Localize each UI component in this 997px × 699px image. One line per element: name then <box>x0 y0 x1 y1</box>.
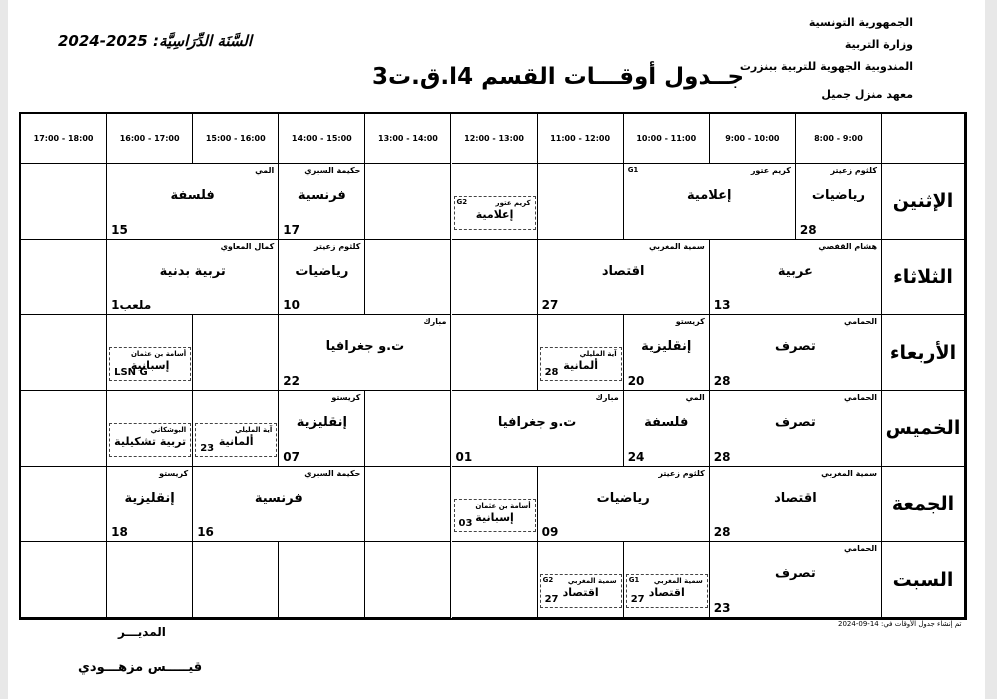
class-entry <box>279 315 451 391</box>
subject-name: إعلامية <box>475 207 514 221</box>
empty-slot <box>452 315 538 391</box>
empty-slot <box>21 315 107 391</box>
teacher-name: سمية المغربي <box>653 577 703 586</box>
group-entry <box>540 574 622 608</box>
room-number: 18 <box>111 525 128 540</box>
teacher-name: كلثوم زعيتر <box>313 241 361 251</box>
empty-slot <box>21 467 107 543</box>
subject-name: عربية <box>777 263 813 279</box>
subject-name: فرنسية <box>297 188 346 203</box>
time-slot-header: 17:00 - 18:00 <box>21 114 107 164</box>
time-slot-header: 16:00 - 17:00 <box>107 114 193 164</box>
class-entry <box>710 315 882 391</box>
teacher-name: سمية المغربي <box>821 468 877 478</box>
empty-slot <box>365 542 451 618</box>
subject-name: تصرف <box>774 566 816 582</box>
empty-slot <box>365 164 451 240</box>
subject-name: ت.و جغرافيا <box>497 415 577 430</box>
day-label: الخميس <box>882 391 965 467</box>
class-entry <box>538 467 710 543</box>
room-number: 10 <box>283 298 300 313</box>
class-entry <box>624 391 710 467</box>
republic-label: الجمهورية التونسية <box>808 16 913 29</box>
timetable-grid <box>19 112 967 620</box>
subject-name: اقتصاد <box>648 586 685 600</box>
group-mark: G2 <box>456 197 468 206</box>
teacher-name: كريستو <box>331 393 361 402</box>
class-entry <box>279 164 365 240</box>
teacher-name: المي <box>255 166 275 175</box>
ministry-label: وزارة التربية <box>844 38 913 51</box>
day-label: الإثنين <box>882 164 965 240</box>
teacher-name: حكيمة السبري <box>304 166 361 175</box>
subject-name: اقتصاد <box>562 586 599 600</box>
school-year: السَّنَة الدِّرَاسِيَّة: 2025-2024 <box>58 32 253 50</box>
class-entry <box>538 240 710 316</box>
teacher-name: آية المليلي <box>579 350 617 359</box>
director-name: قيـــــس مزهـــودي <box>78 660 203 675</box>
generated-date: تم إنشاء جدول الأوقات في: 14-09-2024 <box>838 620 962 628</box>
subject-name: تصرف <box>774 415 816 430</box>
empty-slot <box>193 542 279 618</box>
room-number: 27 <box>630 593 645 605</box>
subject-name: ت.و جغرافيا <box>325 339 405 355</box>
group-entry <box>109 423 191 457</box>
empty-slot <box>21 240 107 316</box>
day-label: الجمعة <box>882 467 965 543</box>
class-entry <box>107 164 279 240</box>
teacher-name: مبارك <box>595 393 619 402</box>
room-number: 01 <box>455 449 473 464</box>
teacher-name: حكيمة السبري <box>304 468 361 478</box>
subject-name: اقتصاد <box>774 490 817 506</box>
time-slot-header: 10:00 - 11:00 <box>624 114 710 164</box>
time-slot-header: 9:00 - 10:00 <box>710 114 796 164</box>
class-entry <box>107 240 279 316</box>
subject-name: ألمانية <box>218 434 254 448</box>
class-entry <box>624 164 796 240</box>
room-number: 22 <box>283 373 300 388</box>
time-slot-header: 12:00 - 13:00 <box>452 114 538 164</box>
room-number: 17 <box>283 222 300 237</box>
teacher-name: الحمامي <box>844 393 877 402</box>
teacher-name: كريستو <box>159 468 189 478</box>
subject-name: فلسفة <box>170 188 215 203</box>
subject-name: إنقليزية <box>124 490 175 506</box>
page-title: جــدول أوقـــات القسم 4ا.ق.ت3 <box>372 64 745 90</box>
time-slot-header: 14:00 - 15:00 <box>279 114 365 164</box>
class-entry <box>710 391 882 467</box>
room-number: 28 <box>713 525 731 540</box>
time-slot-header: 8:00 - 9:00 <box>796 114 882 164</box>
teacher-name: الحمامي <box>844 317 877 327</box>
subject-name: فرنسية <box>254 490 303 506</box>
room-number: 28 <box>544 366 559 378</box>
class-entry <box>710 240 882 316</box>
room-number: 15 <box>111 222 128 237</box>
room-number: 07 <box>283 449 300 464</box>
teacher-name: المي <box>685 393 705 402</box>
group-entry <box>454 196 536 230</box>
group-entry <box>454 499 536 533</box>
room-number: 23 <box>200 442 215 454</box>
class-entry <box>193 467 365 543</box>
empty-slot <box>365 240 451 316</box>
teacher-name: كريم عتور <box>750 166 791 175</box>
room-number: 28 <box>713 449 731 464</box>
class-entry <box>107 467 193 543</box>
empty-slot <box>538 164 624 240</box>
teacher-name: أسامة بن عثمان <box>130 350 187 359</box>
time-slot-header: 13:00 - 14:00 <box>365 114 451 164</box>
subject-name: إنقليزية <box>641 339 692 355</box>
time-slot-header: 11:00 - 12:00 <box>538 114 624 164</box>
corner-cell <box>882 114 965 164</box>
subject-name: إسبانية <box>130 359 170 373</box>
class-entry <box>452 391 624 467</box>
subject-name: إنقليزية <box>296 415 347 430</box>
teacher-name: سمية المغربي <box>567 577 617 586</box>
subject-name: رياضيات <box>811 188 865 203</box>
teacher-name: كريستو <box>675 317 705 327</box>
teacher-name: كلثوم زعيتر <box>658 468 705 478</box>
empty-slot <box>21 542 107 618</box>
window-frame-left <box>0 0 8 699</box>
empty-slot <box>279 542 365 618</box>
empty-slot <box>21 164 107 240</box>
room-number: 27 <box>544 593 559 605</box>
empty-slot <box>452 542 538 618</box>
group-entry <box>626 574 708 608</box>
teacher-name: أسامة بن عثمان <box>475 501 531 510</box>
subject-name: تربية بدنية <box>159 263 226 279</box>
empty-slot <box>193 315 279 391</box>
school-label: معهد منزل جميل <box>821 88 913 101</box>
teacher-name: كلثوم زعيتر <box>830 166 877 175</box>
teacher-name: سمية المغربي <box>648 241 705 251</box>
day-label: الأربعاء <box>882 315 965 391</box>
subject-name: فلسفة <box>644 415 689 430</box>
empty-slot <box>365 467 451 543</box>
room-number: LSN G <box>114 366 148 378</box>
room-number: 28 <box>713 373 731 388</box>
subject-name: رياضيات <box>596 490 650 506</box>
room-number: 24 <box>627 449 645 464</box>
teacher-name: مبارك <box>423 317 447 327</box>
subject-name: تربية تشكيلية <box>114 434 187 448</box>
group-entry <box>195 423 277 457</box>
window-frame-right <box>985 0 997 699</box>
empty-slot <box>21 391 107 467</box>
day-label: السبت <box>882 542 965 618</box>
room-number: 20 <box>627 373 645 388</box>
class-entry <box>279 240 365 316</box>
group-entry <box>540 347 622 381</box>
class-entry <box>279 391 365 467</box>
group-mark: G1 <box>628 576 640 585</box>
room-number: 13 <box>713 298 731 313</box>
empty-slot <box>107 542 193 618</box>
empty-slot <box>365 391 451 467</box>
subject-name: ألمانية <box>563 359 598 373</box>
director-label: المديـــر <box>118 625 166 639</box>
room-number: 09 <box>541 525 559 540</box>
class-entry <box>624 315 710 391</box>
teacher-name: آية المليلي <box>235 425 273 434</box>
subject-name: إسبانية <box>475 510 514 524</box>
teacher-name: هشام القفصي <box>818 241 877 251</box>
group-mark: G2 <box>542 576 554 585</box>
day-label: الثلاثاء <box>882 240 965 316</box>
subject-name: رياضيات <box>295 263 349 279</box>
subject-name: اقتصاد <box>601 263 645 279</box>
room-number: ملعب1 <box>111 298 152 313</box>
room-number: 03 <box>458 518 473 530</box>
empty-slot <box>452 240 538 316</box>
teacher-name: الحمامي <box>844 544 877 554</box>
subject-name: تصرف <box>774 339 816 355</box>
teacher-name: كمال المعاوي <box>220 241 275 251</box>
region-label: المندوبية الجهوية للتربية ببنزرت <box>739 60 913 73</box>
room-number: 28 <box>799 222 817 237</box>
group-mark: G1 <box>627 166 639 174</box>
class-entry <box>796 164 882 240</box>
subject-name: إعلامية <box>687 188 732 203</box>
time-slot-header: 15:00 - 16:00 <box>193 114 279 164</box>
class-entry <box>710 542 882 618</box>
room-number: 23 <box>713 600 731 615</box>
teacher-name: كريم عتور <box>495 198 531 207</box>
group-entry <box>109 347 191 381</box>
room-number: 27 <box>541 298 559 313</box>
class-entry <box>710 467 882 543</box>
teacher-name: البوشكاني <box>150 425 187 434</box>
room-number: 16 <box>197 525 214 540</box>
